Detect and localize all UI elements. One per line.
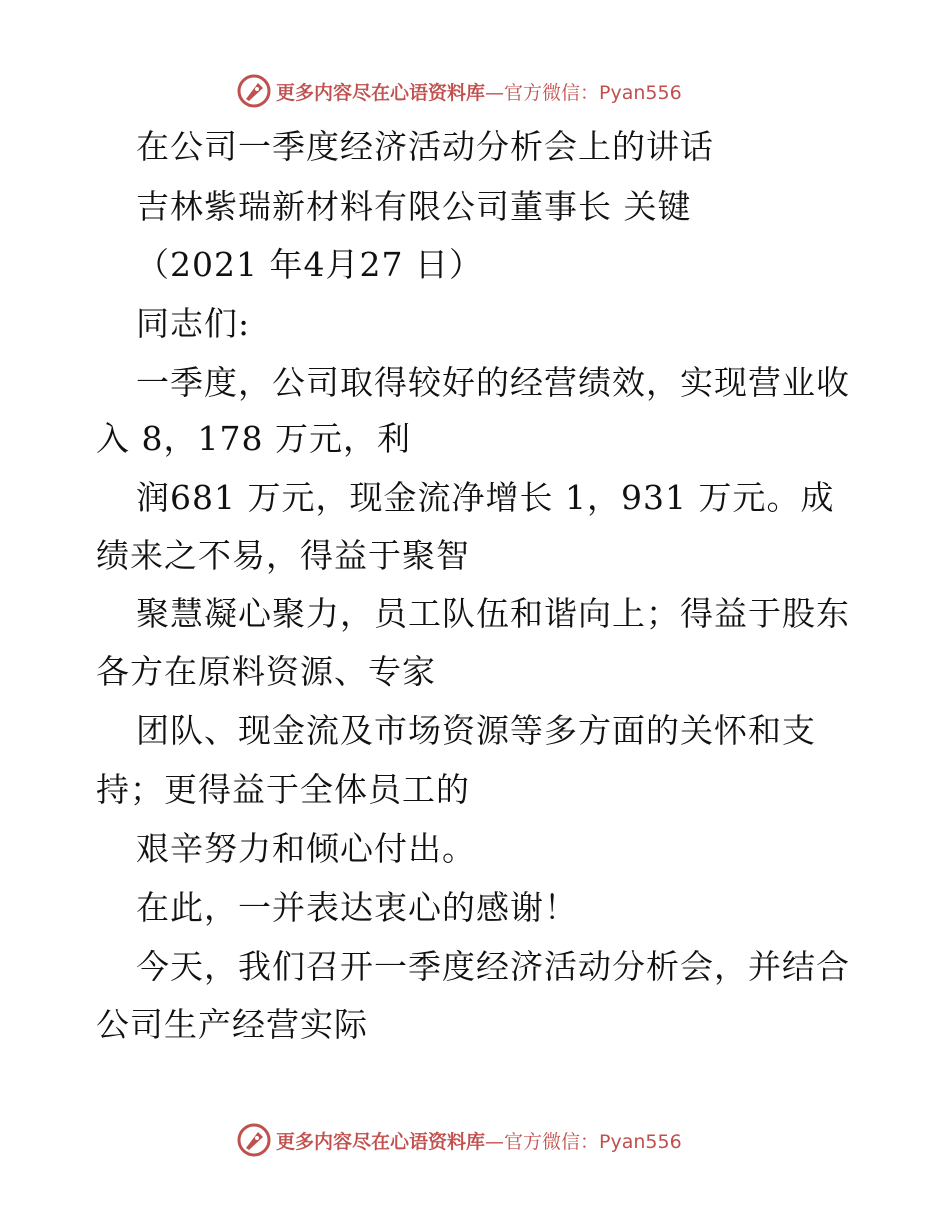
body-line: 团队、现金流及市场资源等多方面的关怀和支 [136,711,816,750]
body-line: 一季度，公司取得较好的经营绩效，实现营业收 [136,363,850,402]
body-line: 各方在原料资源、专家 [96,652,436,691]
banner-lead: 更多内容尽在心语资料库 [276,1130,486,1153]
banner-dash: — [485,81,505,104]
banner-lead: 更多内容尽在心语资料库 [276,81,486,104]
banner-text [276,78,682,105]
body-line: 今天，我们召开一季度经济活动分析会，并结合 [136,947,850,986]
body-line: 在此，一并表达衷心的感谢！ [136,888,578,927]
date-line: （2021 年4月27 日） [136,245,483,284]
body-line: 持；更得益于全体员工的 [96,770,470,809]
header-banner [236,72,682,110]
banner-wechat-id: Pyan556 [599,81,682,104]
banner-wechat-label: 官方微信： [504,81,600,104]
pen-nib-logo-icon [236,73,272,109]
body-line: 公司生产经营实际 [96,1005,368,1044]
pen-nib-logo-icon [236,1122,272,1158]
body-line: 艰辛努力和倾心付出。 [136,829,476,868]
banner-wechat-label: 官方微信： [504,1130,600,1153]
banner-dash: — [485,1130,505,1153]
salutation: 同志们: [136,304,251,343]
body-line: 润681 万元，现金流净增长 1，931 万元。成 [136,478,835,517]
speech-title: 在公司一季度经济活动分析会上的讲话 [136,127,714,166]
banner-wechat-id: Pyan556 [599,1130,682,1153]
footer-banner [236,1121,682,1159]
body-line: 绩来之不易，得益于聚智 [96,536,470,575]
body-line: 入 8，178 万元，利 [96,419,411,458]
banner-text [276,1127,682,1154]
speaker-line: 吉林紫瑞新材料有限公司董事长 关键 [136,187,692,226]
body-line: 聚慧凝心聚力，员工队伍和谐向上；得益于股东 [136,594,850,633]
